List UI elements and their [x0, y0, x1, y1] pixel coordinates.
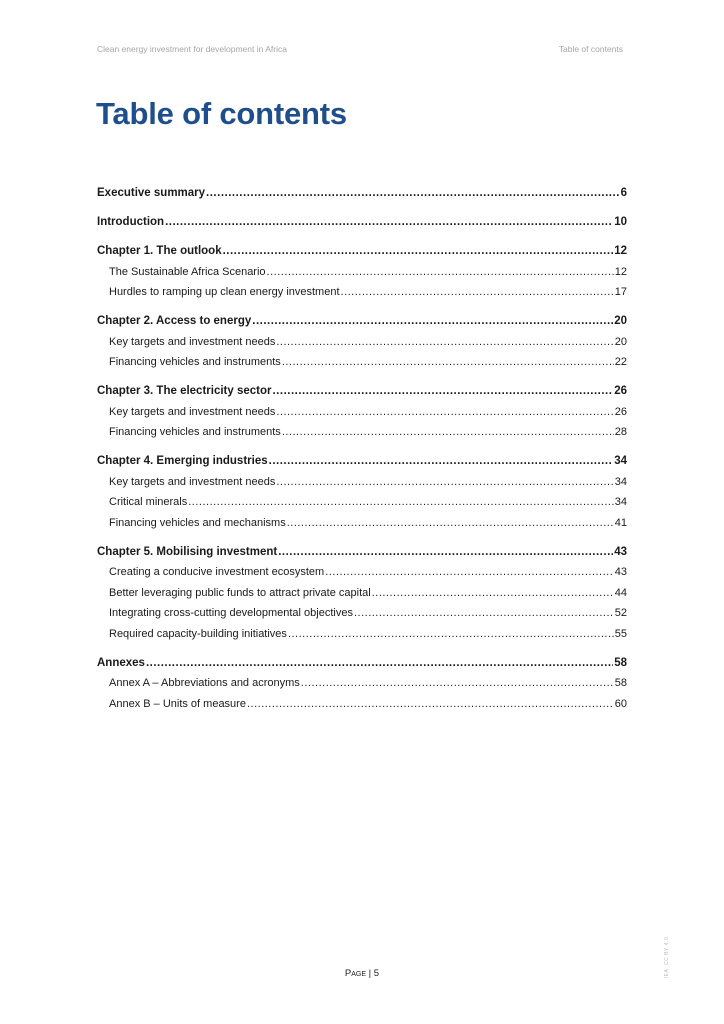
toc-dot-leader	[165, 212, 613, 233]
toc-dot-leader	[278, 542, 613, 563]
toc-entry-section[interactable]	[97, 583, 627, 604]
toc-entry-section[interactable]	[97, 562, 627, 583]
toc-entry-page-number: 10	[614, 216, 627, 228]
toc-dot-leader	[276, 332, 613, 353]
toc-dot-leader	[276, 402, 613, 423]
toc-entry-title: Annexes	[97, 656, 145, 669]
toc-entry-title: Annex B – Units of measure	[109, 697, 246, 710]
toc-entry-page-number: 26	[614, 385, 627, 397]
toc-entry-title: Key targets and investment needs	[109, 475, 276, 488]
toc-entry-page-number: 43	[614, 566, 627, 578]
toc-entry-chapter[interactable]	[97, 653, 627, 674]
toc-entry-page-number: 12	[614, 265, 627, 278]
header-document-title: Clean energy investment for development in Africa	[97, 44, 287, 54]
toc-dot-leader	[269, 451, 614, 472]
toc-entry-chapter[interactable]	[97, 212, 627, 233]
toc-entry-page-number: 6	[620, 187, 627, 199]
toc-entry-section[interactable]	[97, 402, 627, 423]
toc-entry-section[interactable]	[97, 492, 627, 513]
toc-entry-page-number: 60	[614, 697, 627, 710]
toc-entry-section[interactable]	[97, 332, 627, 353]
toc-entry-title: Financing vehicles and mechanisms	[109, 516, 286, 529]
toc-entry-title: Critical minerals	[109, 496, 188, 508]
toc-entry-title: Creating a conducive investment ecosystem	[109, 566, 325, 578]
toc-entry-title: Hurdles to ramping up clean energy investment	[109, 286, 340, 298]
toc-entry-chapter[interactable]	[97, 542, 627, 563]
toc-dot-leader	[288, 624, 614, 645]
toc-entry-section[interactable]	[97, 472, 627, 493]
toc-entry-page-number: 26	[614, 405, 627, 418]
toc-entry-title: Chapter 3. The electricity sector	[97, 385, 272, 397]
toc-entry-section[interactable]	[97, 422, 627, 443]
toc-entry-chapter[interactable]	[97, 381, 627, 402]
toc-entry-title: Introduction	[97, 216, 165, 228]
toc-entry-page-number: 22	[614, 356, 627, 368]
toc-entry-page-number: 58	[614, 656, 627, 669]
toc-entry-section[interactable]	[97, 694, 627, 715]
toc-dot-leader	[272, 381, 613, 402]
toc-entry-chapter[interactable]	[97, 311, 627, 332]
toc-entry-page-number: 52	[614, 607, 627, 619]
toc-entry-page-number: 20	[614, 315, 627, 327]
toc-entry-section[interactable]	[97, 673, 627, 694]
page-footer	[0, 968, 724, 979]
toc-entry-title: Chapter 5. Mobilising investment	[97, 545, 278, 558]
toc-entry-title: Chapter 4. Emerging industries	[97, 455, 268, 467]
toc-entry-page-number: 58	[614, 677, 627, 689]
toc-entry-page-number: 55	[614, 627, 627, 640]
page-title: Table of contents	[96, 96, 347, 131]
toc-entry-page-number: 34	[614, 455, 627, 467]
toc-entry-section[interactable]	[97, 282, 627, 303]
toc-entry-section[interactable]	[97, 262, 627, 283]
toc-entry-title: Financing vehicles and instruments	[109, 426, 281, 438]
toc-entry-page-number: 41	[614, 516, 627, 529]
toc-dot-leader	[282, 352, 614, 373]
toc-dot-leader	[287, 513, 614, 534]
toc-dot-leader	[354, 603, 614, 624]
footer-separator: |	[366, 968, 374, 979]
toc-entry-chapter[interactable]	[97, 183, 627, 204]
toc-entry-page-number: 43	[614, 545, 627, 558]
toc-entry-page-number: 20	[614, 335, 627, 348]
toc-entry-section[interactable]	[97, 603, 627, 624]
toc-entry-title: Required capacity-building initiatives	[109, 627, 287, 640]
toc-entry-page-number: 17	[614, 286, 627, 298]
toc-entry-page-number: 34	[614, 496, 627, 508]
toc-entry-chapter[interactable]	[97, 451, 627, 472]
toc-entry-title: Chapter 1. The outlook	[97, 245, 222, 257]
toc-entry-title: Key targets and investment needs	[109, 405, 276, 418]
toc-entry-section[interactable]	[97, 513, 627, 534]
toc-entry-title: Executive summary	[97, 187, 206, 199]
toc-entry-title: Annex A – Abbreviations and acronyms	[109, 677, 300, 689]
toc-entry-title: The Sustainable Africa Scenario	[109, 265, 266, 278]
license-stamp: IEA. CC BY 4.0.	[664, 935, 670, 979]
toc-dot-leader	[276, 472, 613, 493]
toc-dot-leader	[247, 694, 614, 715]
toc-entry-chapter[interactable]	[97, 241, 627, 262]
toc-entry-title: Key targets and investment needs	[109, 335, 276, 348]
toc-dot-leader	[372, 583, 614, 604]
toc-entry-page-number: 28	[614, 426, 627, 438]
toc-entry-section[interactable]	[97, 624, 627, 645]
toc-dot-leader	[301, 673, 614, 694]
toc-entry-page-number: 34	[614, 475, 627, 488]
toc-entry-title: Better leveraging public funds to attract private capital	[109, 586, 371, 599]
toc-dot-leader	[267, 262, 614, 283]
toc-dot-leader	[341, 282, 614, 303]
footer-page-label: Page	[344, 968, 367, 979]
toc-entry-title: Integrating cross-cutting developmental objectives	[109, 607, 353, 619]
table-of-contents	[97, 183, 627, 714]
toc-entry-section[interactable]	[97, 352, 627, 373]
header-section-title: Table of contents	[558, 44, 623, 54]
toc-dot-leader	[206, 183, 620, 204]
toc-entry-page-number: 12	[614, 245, 627, 257]
toc-dot-leader	[188, 492, 614, 513]
toc-dot-leader	[325, 562, 614, 583]
toc-entry-title: Chapter 2. Access to energy	[97, 315, 252, 327]
running-header	[97, 44, 623, 56]
toc-entry-title: Financing vehicles and instruments	[109, 356, 281, 368]
toc-dot-leader	[282, 422, 614, 443]
toc-dot-leader	[252, 311, 613, 332]
toc-dot-leader	[223, 241, 614, 262]
toc-entry-page-number: 44	[614, 586, 627, 599]
toc-dot-leader	[146, 653, 613, 674]
footer-page-number: 5	[373, 968, 380, 979]
